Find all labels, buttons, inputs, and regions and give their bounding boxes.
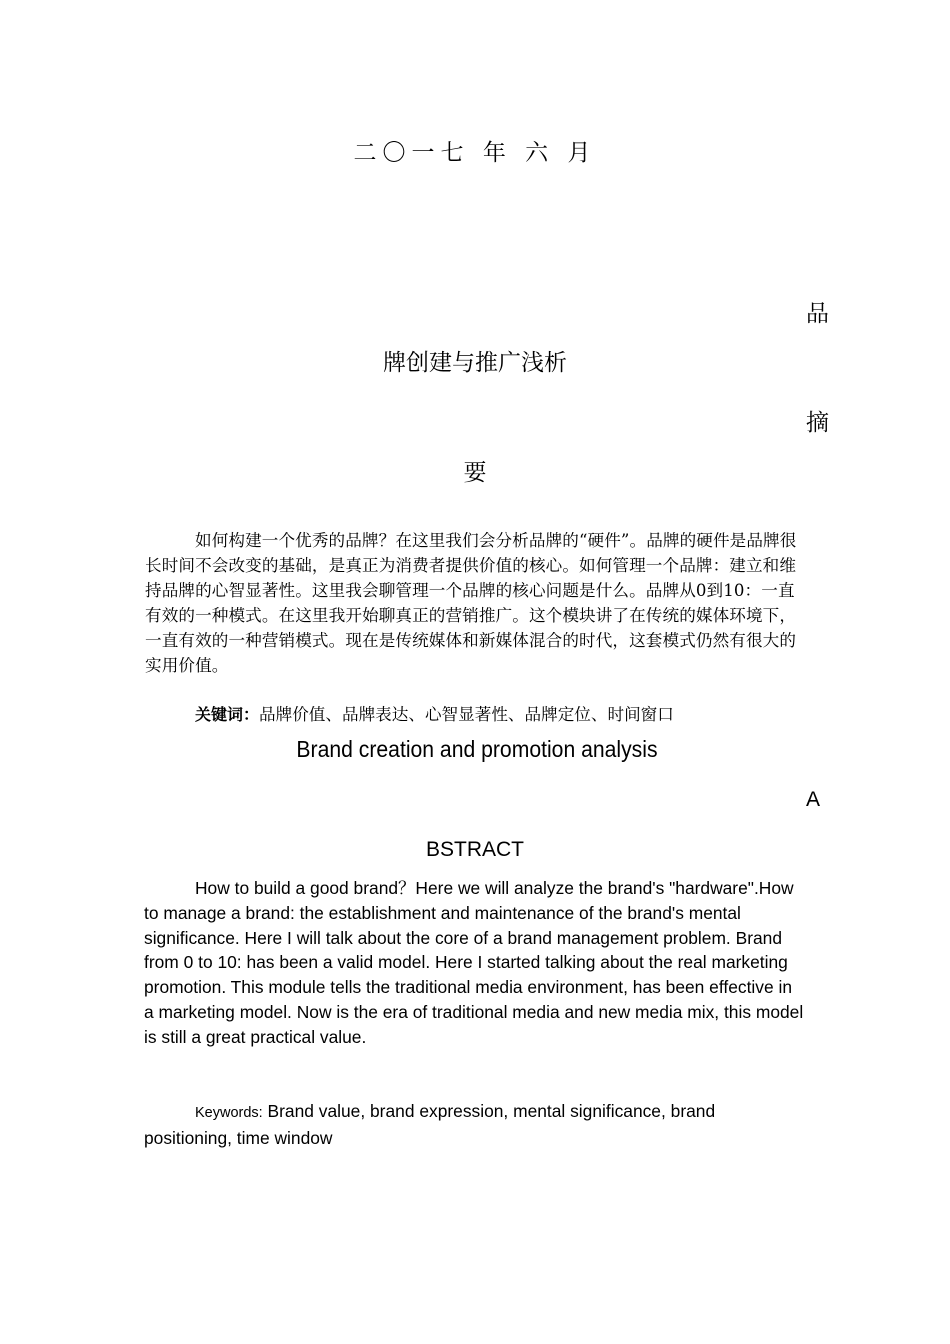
cn-keywords-label: 关键词： — [195, 705, 260, 724]
cn-abstract-heading-second: 要 — [463, 460, 487, 486]
cn-abstract-body: 如何构建一个优秀的品牌？在这里我们会分析品牌的“硬件”。品牌的硬件是品牌很长时间不会改变的基础，是真正为消费者提供价值的核心。如何管理一个品牌：建立和维持品牌的心智显著性。这里我会聊管理一个品牌的核心问题是什么。品牌从0到10：一直有效的一种模式。在这里我开始聊真正的营销推广。这个模块讲了在传统的媒体环境下，一直有效的一种营销模式。现在是传统媒体和新媒体混合的时代，这套模式仍然有很大的实用价值。 — [145, 531, 797, 675]
cn-keywords-line — [195, 702, 815, 727]
cover-date: 二〇一七 年 六 月 — [353, 140, 597, 166]
cn-abstract-heading-first: 摘 — [806, 410, 829, 436]
cn-title-first-char: 品 — [806, 301, 829, 327]
cn-keywords-value: 品牌价值、品牌表达、心智显著性、品牌定位、时间窗口 — [259, 705, 674, 724]
en-keywords-line — [144, 1099, 804, 1151]
cn-title: 牌创建与推广浅析 — [383, 350, 567, 376]
en-abstract-body: How to build a good brand？Here we will analyze the brand's "hardware".How to manage a brand: the establishment and maintenance of the brand's mental significance. Here I will talk about the core of a brand management problem. Brand from 0 to 10: has been a valid model. Here I started talking about the real marketing promotion. This module tells the traditional media environment, has been effective in a marketing model. Now is the era of traditional media and new media mix, this model is still a great practical value. — [144, 878, 804, 1047]
en-keywords-label: Keywords: — [195, 1105, 263, 1121]
en-keywords-value: Brand value, brand expression, mental significance, brand positioning, time window — [144, 1101, 716, 1148]
en-title: Brand creation and promotion analysis — [296, 736, 658, 762]
en-abstract-heading-first: A — [806, 788, 821, 811]
en-abstract-heading-rest: BSTRACT — [425, 838, 524, 861]
